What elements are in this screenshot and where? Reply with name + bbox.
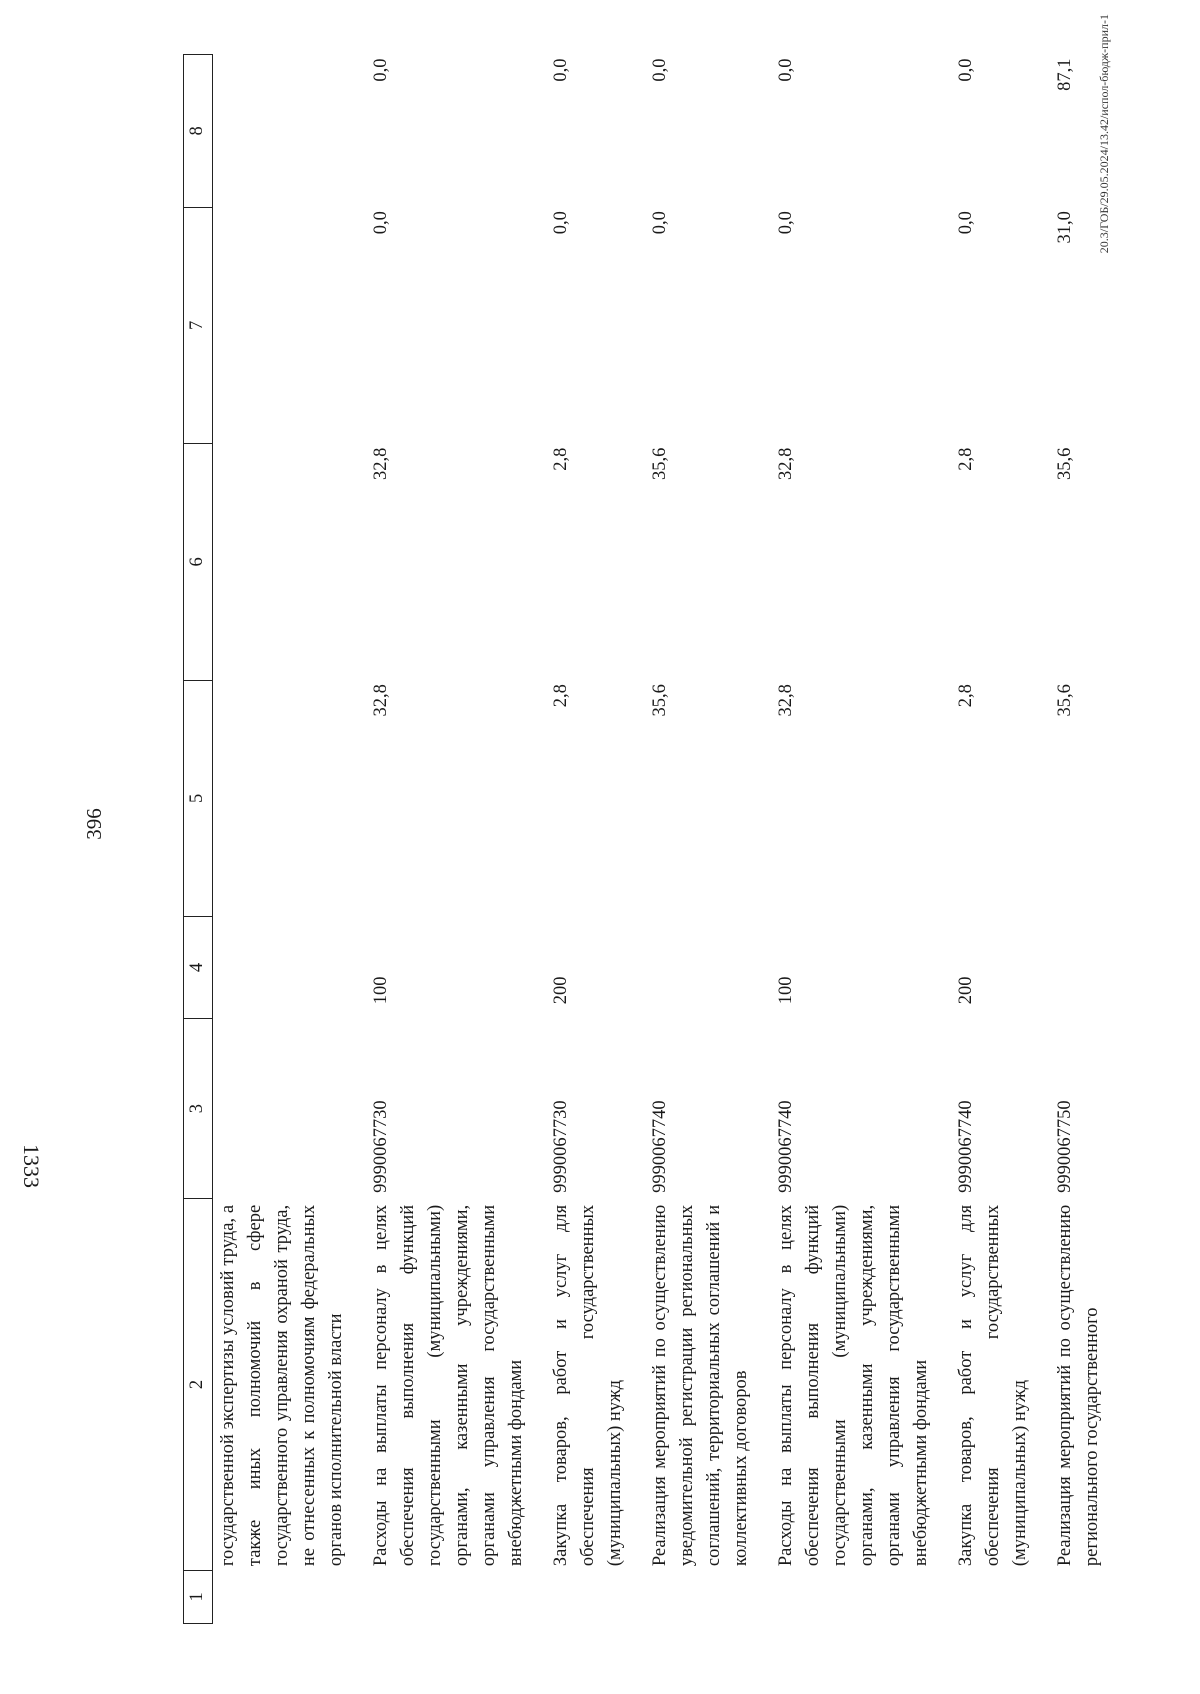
row-type	[213, 917, 351, 1019]
row-code: 9990067750	[1055, 1100, 1075, 1193]
row-type	[645, 917, 755, 1019]
document-footer-note: 20.3/ГОБ/29.05.2024/13.42/испол-бюдж-прил-1	[1097, 14, 1111, 254]
table-row	[546, 55, 629, 1624]
row-value-7	[213, 207, 351, 443]
row-value-7: 31,0	[1055, 211, 1075, 244]
row-type: 200	[551, 976, 571, 1005]
row-value-6: 32,8	[371, 447, 391, 480]
header-col-7: 7	[184, 207, 213, 443]
row-description: Реализация мероприятий по осуществлению уведомительной регистрации региональных соглашений, территориальных соглашений и коллективных договоров	[650, 1204, 751, 1567]
sheet-number: 1333	[19, 1144, 44, 1188]
row-description: Расходы на выплаты персоналу в целях обеспечения выполнения функций государственными (муниципальными) органами, казенными учреждениями, органами управления государственными внебюджетными фондами	[776, 1204, 931, 1567]
budget-table	[183, 54, 1106, 1624]
header-col-2: 2	[184, 1199, 213, 1570]
header-col-1: 1	[184, 1570, 213, 1623]
table-header-row	[184, 55, 213, 1624]
row-value-5: 35,6	[650, 684, 670, 717]
row-value-5: 2,8	[551, 684, 571, 708]
header-col-6: 6	[184, 444, 213, 680]
row-value-5: 2,8	[956, 684, 976, 708]
row-value-6: 35,6	[650, 447, 670, 480]
row-description: Закупка товаров, работ и услуг для обеспечения государственных (муниципальных) нужд	[551, 1204, 625, 1567]
row-value-8: 0,0	[956, 58, 976, 82]
row-description: государственной экспертизы условий труда, а также иных полномочий в сфере государственного управления охраной труда, не отнесенных к полномочиям федеральных органов исполнительной власти	[218, 1204, 346, 1567]
row-value-8	[213, 55, 351, 208]
row-value-6: 35,6	[1055, 447, 1075, 480]
row-value-8: 0,0	[776, 58, 796, 82]
row-value-8: 0,0	[650, 58, 670, 82]
row-description: Расходы на выплаты персоналу в целях обеспечения выполнения функций государственными (муниципальными) органами, казенными учреждениями, органами управления государственными внебюджетными фондами	[371, 1204, 526, 1567]
table-row	[645, 55, 755, 1624]
row-value-8: 87,1	[1055, 58, 1075, 91]
row-description: Закупка товаров, работ и услуг для обеспечения государственных (муниципальных) нужд	[956, 1204, 1030, 1567]
row-type: 200	[956, 976, 976, 1005]
row-code	[213, 1018, 351, 1199]
row-value-6: 2,8	[551, 447, 571, 471]
row-value-6: 2,8	[956, 447, 976, 471]
page-number: 396	[82, 808, 106, 840]
row-value-5: 35,6	[1055, 684, 1075, 717]
row-code: 9990067740	[956, 1100, 976, 1193]
row-value-5: 32,8	[371, 684, 391, 717]
table-row	[213, 55, 351, 1624]
row-description: Реализация мероприятий по осуществлению регионального государственного	[1055, 1204, 1102, 1567]
header-col-4: 4	[184, 917, 213, 1019]
row-code: 9990067740	[650, 1100, 670, 1193]
row-value-7: 0,0	[371, 211, 391, 235]
row-value-5	[213, 680, 351, 916]
row-value-6: 32,8	[776, 447, 796, 480]
table-row	[771, 55, 935, 1624]
row-value-7: 0,0	[551, 211, 571, 235]
row-type: 100	[776, 976, 796, 1005]
row-value-8: 0,0	[551, 58, 571, 82]
header-col-3: 3	[184, 1018, 213, 1199]
table-row	[951, 55, 1034, 1624]
row-type	[1050, 917, 1106, 1019]
row-code: 9990067740	[776, 1100, 796, 1193]
header-col-8: 8	[184, 55, 213, 208]
table-row	[366, 55, 530, 1624]
row-code: 9990067730	[551, 1100, 571, 1193]
row-value-7: 0,0	[956, 211, 976, 235]
row-value-7: 0,0	[776, 211, 796, 235]
row-type: 100	[371, 976, 391, 1005]
row-value-5: 32,8	[776, 684, 796, 717]
header-col-5: 5	[184, 680, 213, 916]
row-value-6	[213, 444, 351, 680]
row-code: 9990067730	[371, 1100, 391, 1193]
row-value-8: 0,0	[371, 58, 391, 82]
row-value-7: 0,0	[650, 211, 670, 235]
